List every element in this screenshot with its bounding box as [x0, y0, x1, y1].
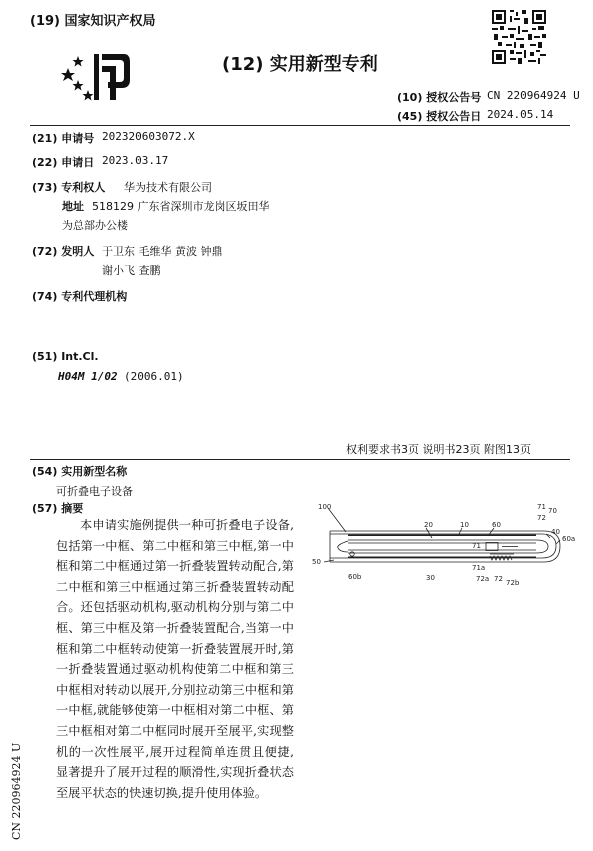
- fig-label-72b: 72b: [506, 579, 520, 587]
- grant-date-label: (45) 授权公告日: [397, 110, 482, 123]
- fig-label-72a: 72a: [476, 575, 490, 583]
- application-date: 2023.03.17: [102, 154, 169, 167]
- grant-number-label: (10) 授权公告号: [397, 91, 482, 104]
- inventors-line-1: 于卫东 毛维华 黄波 钟鼎: [102, 245, 223, 258]
- fig-label-100: 100: [318, 503, 332, 511]
- patentee-label: (73) 专利权人: [32, 181, 106, 194]
- patentee: 华为技术有限公司: [124, 181, 212, 194]
- fig-label-60: 60: [492, 521, 501, 529]
- patent-agency-label: (74) 专利代理机构: [32, 290, 128, 303]
- abstract-text: 本申请实施例提供一种可折叠电子设备,包括第一中框、第二中框和第三中框,第一中框和第二中框通过第一折叠装置转动配合,第二中框和第三中框通过第三折叠装置转动配合。还包括驱动机构,驱动机构分别与第二中框、第三中框及第一折叠装置配合,当第一中框和第二中框转动使第一折叠装置展开时,第一折叠装置通过驱动机构使第二中框和第三中框相对转动以展开,分别拉动第三中框和第一中框,就能够使第一中框相对第二中框、第三中框相对第二中框同时展开至展平,实现整机的一次性展平,展开过程简单连贯且便捷,显著提升了展开过程的顺滑性,实现折叠状态至展平状态的快速切换,提升使用体验。: [56, 518, 294, 800]
- application-number-label: (21) 申请号: [32, 132, 95, 145]
- fig-label-20: 20: [424, 521, 433, 529]
- application-number: 202320603072.X: [102, 130, 195, 143]
- fig-label-70: 70: [548, 507, 557, 515]
- fig-label-71-inner: 71: [472, 542, 481, 550]
- address-line-2: 为总部办公楼: [62, 219, 128, 232]
- page-counts: 权利要求书3页 说明书23页 附图13页: [346, 443, 531, 456]
- abstract-label: (57) 摘要: [32, 502, 84, 515]
- qr-code: [492, 10, 546, 64]
- utility-model-title-label: (54) 实用新型名称: [32, 465, 128, 478]
- int-cl-label: (51) Int.Cl.: [32, 350, 99, 363]
- utility-model-title: 可折叠电子设备: [56, 485, 133, 498]
- section-divider: [30, 459, 570, 460]
- fig-label-72: 72: [537, 514, 546, 522]
- document-type: (12) 实用新型专利: [222, 54, 378, 75]
- side-publication-number: CN 220964924 U: [10, 742, 23, 840]
- cnipa-logo: [58, 40, 138, 102]
- fig-label-60a: 60a: [562, 535, 576, 543]
- int-cl-code: H04M 1/02: [58, 370, 118, 383]
- fig-label-71a: 71a: [472, 564, 486, 572]
- grant-number: CN 220964924 U: [487, 89, 580, 102]
- fig-label-71: 71: [537, 503, 546, 511]
- fig-label-60b: 60b: [348, 573, 362, 581]
- fig-label-40: 40: [551, 528, 560, 536]
- grant-date: 2024.05.14: [487, 108, 554, 121]
- int-cl-year: (2006.01): [124, 370, 184, 383]
- fig-label-50: 50: [312, 558, 321, 566]
- inventors-label: (72) 发明人: [32, 245, 95, 258]
- address-label: 地址: [62, 200, 84, 213]
- abstract-figure: [308, 498, 580, 590]
- fig-label-10: 10: [460, 521, 469, 529]
- fig-label-30: 30: [426, 574, 435, 582]
- address-line-1: 518129 广东省深圳市龙岗区坂田华: [92, 200, 270, 213]
- application-date-label: (22) 申请日: [32, 156, 95, 169]
- office-name: (19) 国家知识产权局: [30, 14, 156, 29]
- header-divider: [30, 125, 570, 126]
- fig-label-72-lower: 72: [494, 575, 503, 583]
- inventors-line-2: 谢小飞 查鹏: [102, 264, 161, 277]
